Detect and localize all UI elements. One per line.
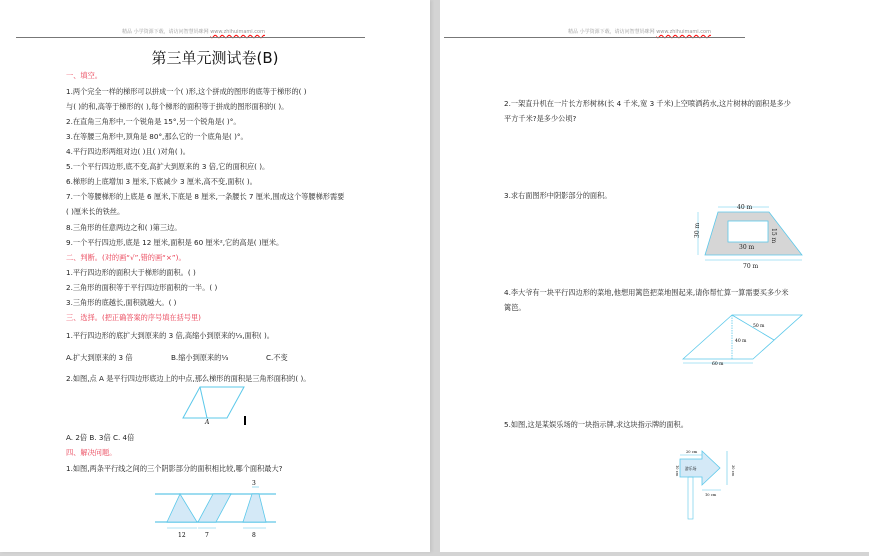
header-text: 精品 小学资源下载，请访问智慧妈咪网	[568, 29, 657, 35]
option: C.不变	[266, 353, 288, 362]
dimension-label: 30 m	[694, 222, 701, 238]
header-text: 精品 小学资源下载，请访问智慧妈咪网	[122, 29, 211, 35]
dimension-label: 10 cm	[675, 465, 679, 477]
dimension-label: 12	[178, 532, 186, 539]
section-heading: 一、填空。	[66, 71, 102, 80]
question: 1.平行四边形的底扩大到原来的 3 倍,高缩小到原来的⅓,面积( )。	[66, 331, 274, 340]
dimension-label: 3	[252, 480, 256, 487]
question: 2.在直角三角形中,一个锐角是 15°,另一个锐角是( )°。	[66, 117, 241, 126]
question: 4.李大爷有一块平行四边形的菜地,他想用篱笆把菜地围起来,请你帮忙算一算需要买多少米	[504, 288, 789, 297]
question: 1.如图,两条平行线之间的三个阴影部分的面积相比较,哪个面积最大?	[66, 464, 283, 473]
trapezoid-figure	[694, 203, 809, 271]
dimension-label: 60 m	[712, 362, 724, 367]
question: 1.两个完全一样的梯形可以拼成一个( )形,这个拼成的图形的底等于梯形的( )	[66, 87, 307, 96]
page-title: 第三单元测试卷(B)	[151, 49, 279, 67]
dimension-label: 10 cm	[705, 493, 717, 497]
header-rule	[16, 37, 365, 38]
question: 1.平行四边形的面积大于梯形的面积。( )	[66, 268, 196, 277]
dimension-label: 20 cm	[686, 450, 698, 454]
dimension-label: 30 m	[739, 244, 755, 251]
question: 2.三角形的面积等于平行四边形面积的一半。( )	[66, 283, 218, 292]
section-heading: 二、判断。(对的画“√”,错的画“×”)。	[66, 253, 186, 262]
question: 与( )的和,高等于梯形的( ),每个梯形的面积等于拼成的图形面积的( )。	[66, 102, 289, 111]
question: 7.一个等腰梯形的上底是 6 厘米,下底是 8 厘米,一条腰长 7 厘米,围成这个等腰梯形需要	[66, 192, 345, 201]
question: 2.如图,点 A 是平行四边形底边上的中点,那么梯形的面积是三角形面积的( )。	[66, 374, 311, 383]
page-header	[568, 28, 711, 35]
sign-figure	[670, 447, 750, 523]
text-cursor	[244, 416, 246, 425]
question: 3.在等腰三角形中,顶角是 80°,那么它的一个底角是( )°。	[66, 132, 248, 141]
section-heading: 四、解决问题。	[66, 448, 117, 457]
dimension-label: 70 m	[743, 263, 759, 270]
dimension-label: 40 m	[737, 204, 753, 211]
question: 9.一个平行四边形,底是 12 厘米,面积是 60 厘米²,它的高是( )厘米。	[66, 238, 284, 247]
dimension-label: 50 m	[753, 324, 765, 329]
question: 3.求右面图形中阴影部分的面积。	[504, 191, 612, 200]
question: 5.一个平行四边形,底不变,高扩大到原来的 3 倍,它的面积应( )。	[66, 162, 270, 171]
question: 平方千米?是多少公顷?	[504, 114, 577, 123]
option: A.扩大到原来的 3 倍	[66, 353, 133, 362]
question: 8.三角形的任意两边之和( )第三边。	[66, 223, 182, 232]
dimension-label: 40 m	[735, 339, 747, 344]
header-url: www.zhihuimami.com	[210, 29, 265, 35]
question: 2.一架直升机在一片长方形树林(长 4 千米,宽 3 千米)上空喷洒药水,这片树林的面积是多少	[504, 99, 791, 108]
page-header	[122, 28, 265, 35]
header-rule	[444, 37, 745, 38]
question: 篱笆。	[504, 303, 526, 312]
page-2	[440, 0, 869, 552]
parallelogram-figure	[180, 383, 250, 425]
dimension-label: 7	[205, 532, 209, 539]
section-heading: 三、选择。(把正确答案的序号填在括号里)	[66, 313, 201, 322]
question: 6.梯形的上底增加 3 厘米,下底减少 3 厘米,高不变,面积( )。	[66, 177, 257, 186]
sign-text: 游乐场	[685, 466, 697, 471]
question: ( )厘米长的铁丝。	[66, 207, 125, 216]
point-label: A	[205, 419, 210, 426]
parallelogram-figure	[680, 312, 805, 370]
parallel-lines-figure	[150, 476, 280, 540]
question: 5.如图,这是某娱乐场的一块指示牌,求这块指示牌的面积。	[504, 420, 688, 429]
question: 3.三角形的底越长,面积就越大。( )	[66, 298, 177, 307]
option: A. 2倍 B. 3倍 C. 4倍	[66, 433, 135, 442]
dimension-label: 15 m	[770, 228, 777, 244]
dimension-label: 8	[252, 532, 256, 539]
question: 4.平行四边形两组对边( )且( )对角( )。	[66, 147, 190, 156]
dimension-label: 30 cm	[731, 465, 735, 477]
option: B.缩小到原来的⅓	[171, 353, 229, 362]
page-1	[0, 0, 430, 552]
header-url: www.zhihuimami.com	[656, 29, 711, 35]
